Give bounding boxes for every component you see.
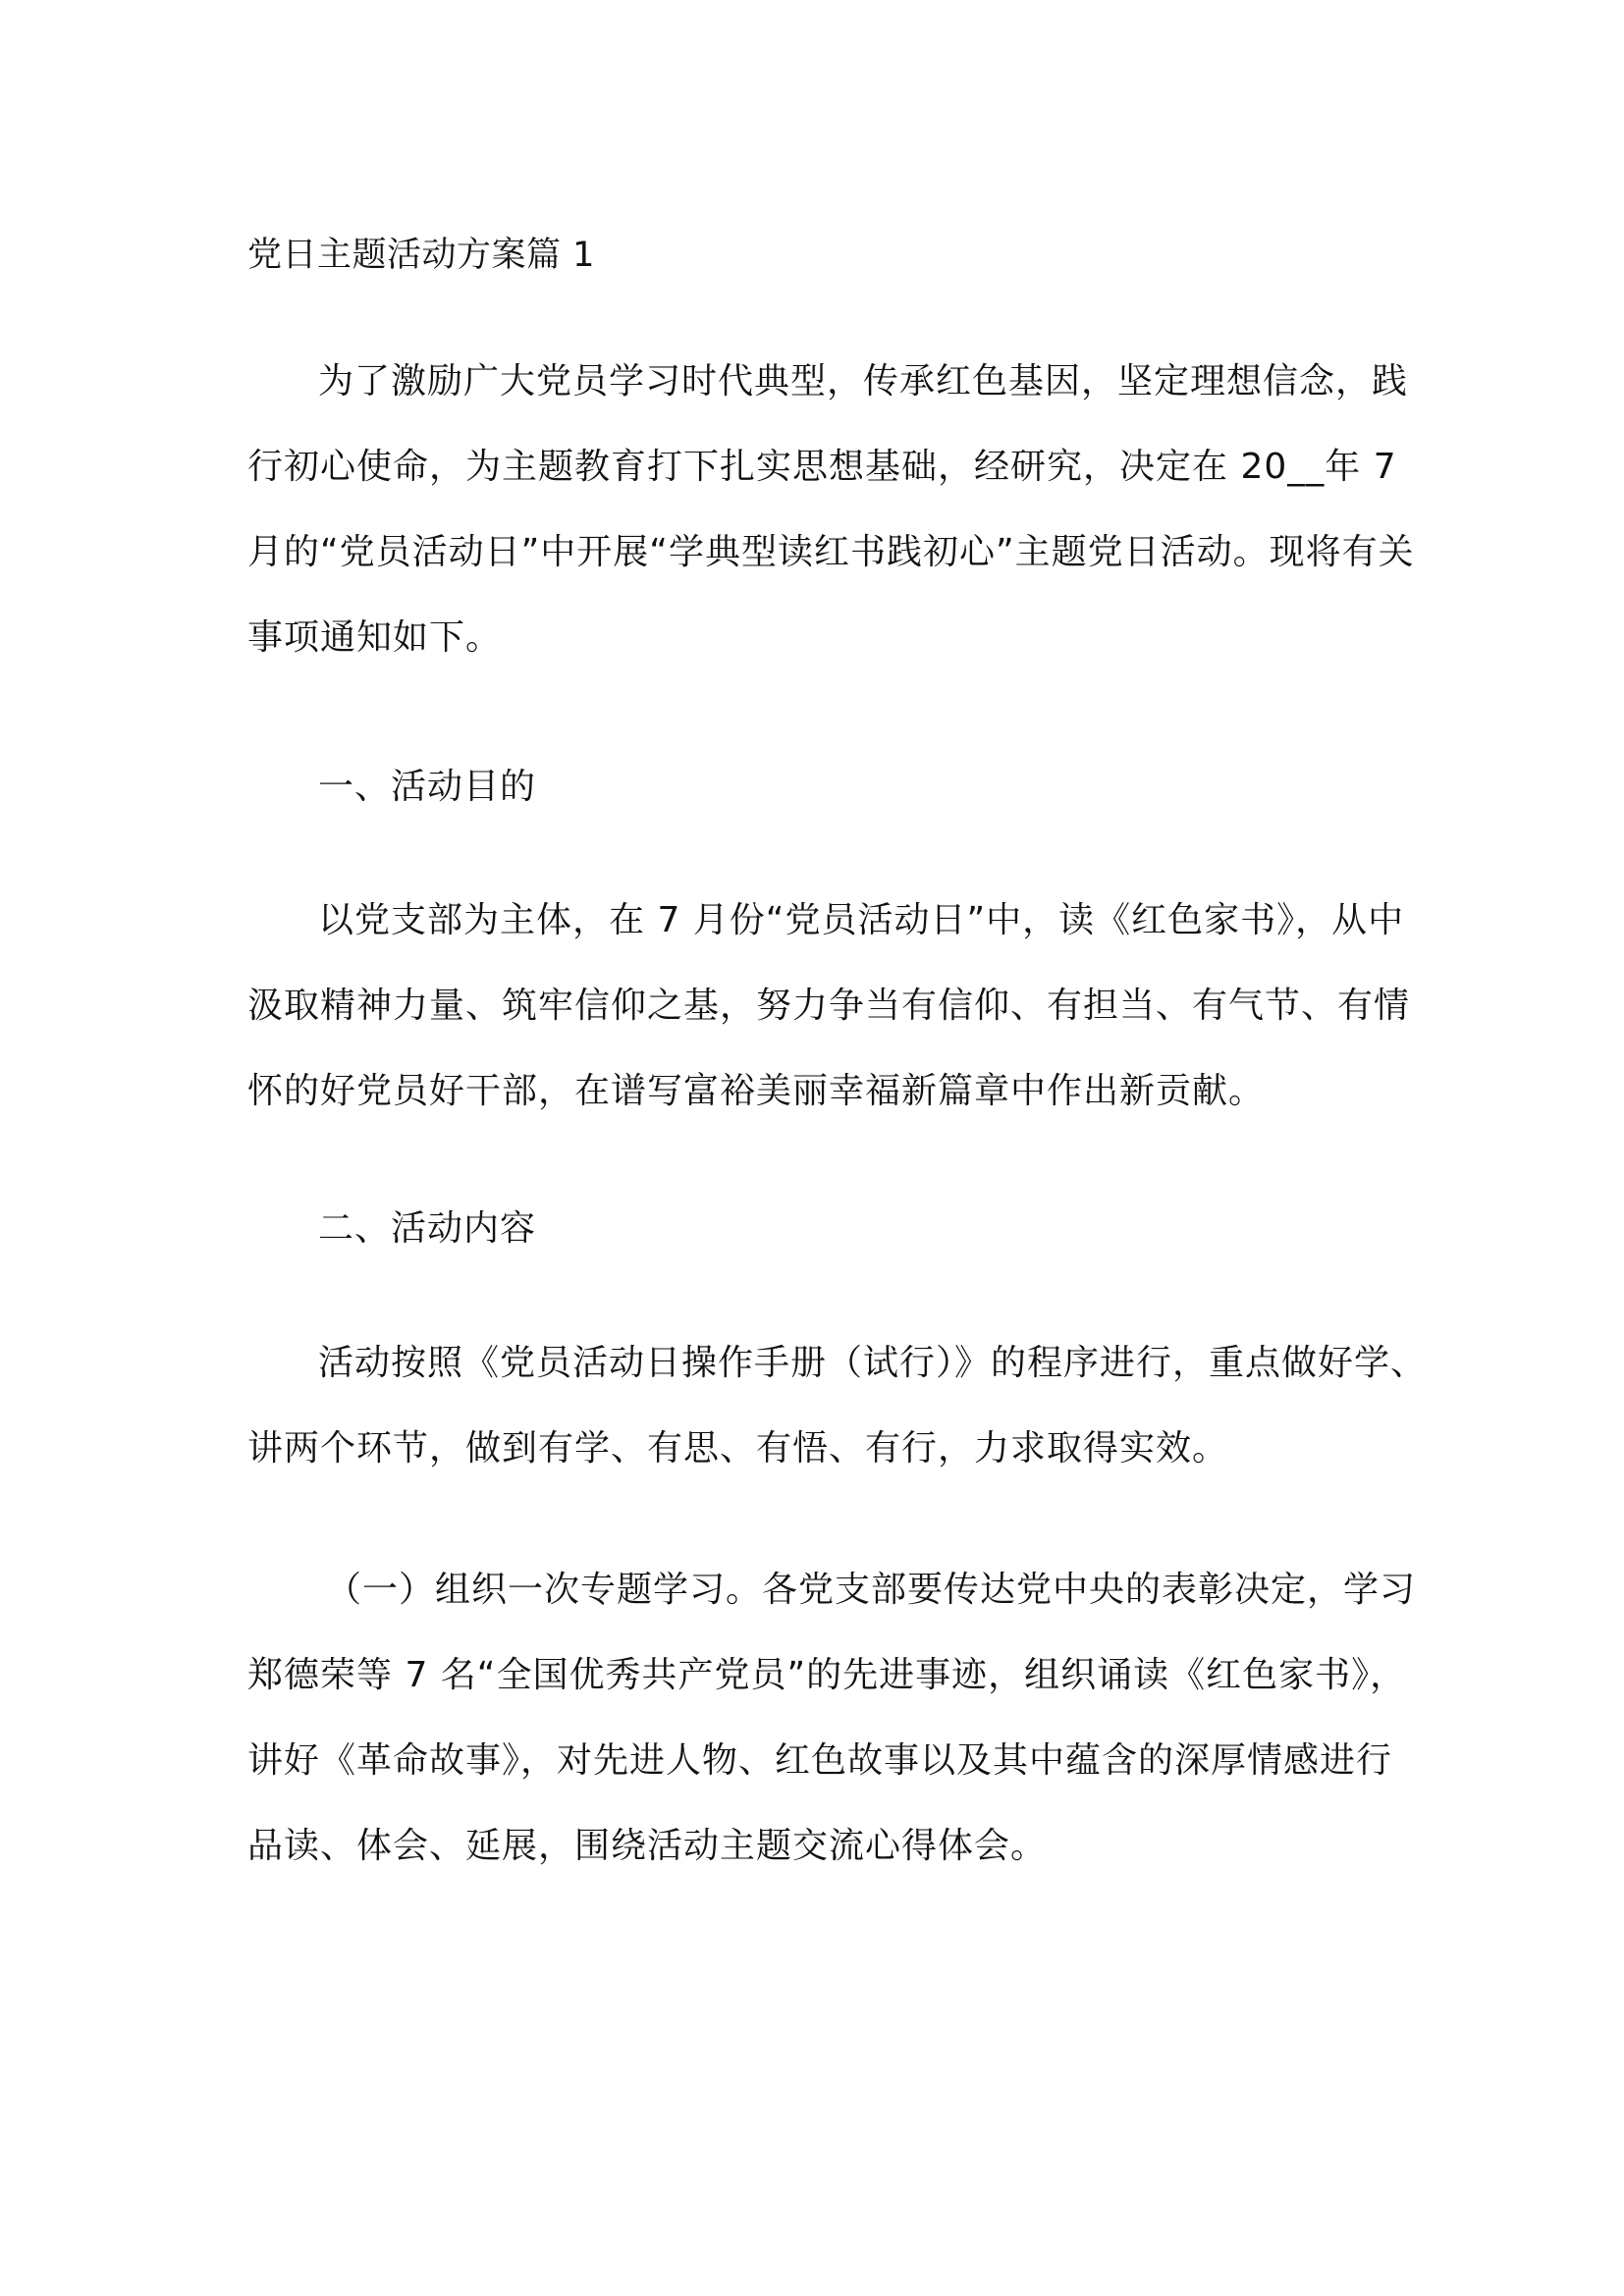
- paragraph-line: 讲两个环节，做到有学、有思、有悟、有行，力求取得实效。: [247, 1428, 1229, 1468]
- section-heading-purpose: 一、活动目的: [318, 767, 537, 807]
- paragraph-line: 为了激励广大党员学习时代典型，传承红色基因，坚定理想信念，践: [318, 361, 1409, 401]
- paragraph-line: 活动按照《党员活动日操作手册（试行）》的程序进行，重点做好学、: [318, 1343, 1428, 1383]
- section-heading-content: 二、活动内容: [318, 1208, 537, 1249]
- paragraph-line: 事项通知如下。: [247, 617, 503, 658]
- paragraph-line: （一）组织一次专题学习。各党支部要传达党中央的表彰决定，学习: [326, 1570, 1417, 1610]
- intro-paragraph: [247, 339, 1415, 680]
- paragraph-line: 郑德荣等 7 名“全国优秀共产党员”的先进事迹，组织诵读《红色家书》，: [247, 1655, 1407, 1695]
- paragraph-line: 怀的好党员好干部，在谱写富裕美丽幸福新篇章中作出新贡献。: [247, 1071, 1266, 1111]
- paragraph-line: 行初心使命，为主题教育打下扎实思想基础，经研究，决定在 20__年 7: [247, 447, 1397, 487]
- paragraph-line: 品读、体会、延展，围绕活动主题交流心得体会。: [247, 1826, 1048, 1866]
- paragraph-line: 以党支部为主体，在 7 月份“党员活动日”中，读《红色家书》，从中: [318, 900, 1405, 940]
- content-paragraph: [247, 1320, 1428, 1491]
- purpose-paragraph: [247, 878, 1411, 1134]
- paragraph-line: 月的“党员活动日”中开展“学典型读红书践初心”主题党日活动。现将有关: [247, 532, 1415, 572]
- paragraph-line: 汲取精神力量、筑牢信仰之基，努力争当有信仰、有担当、有气节、有情: [247, 986, 1411, 1026]
- item-one-paragraph: [247, 1547, 1417, 1889]
- document-title: 党日主题活动方案篇 1: [247, 236, 595, 275]
- paragraph-line: 讲好《革命故事》，对先进人物、红色故事以及其中蕴含的深厚情感进行: [247, 1740, 1393, 1781]
